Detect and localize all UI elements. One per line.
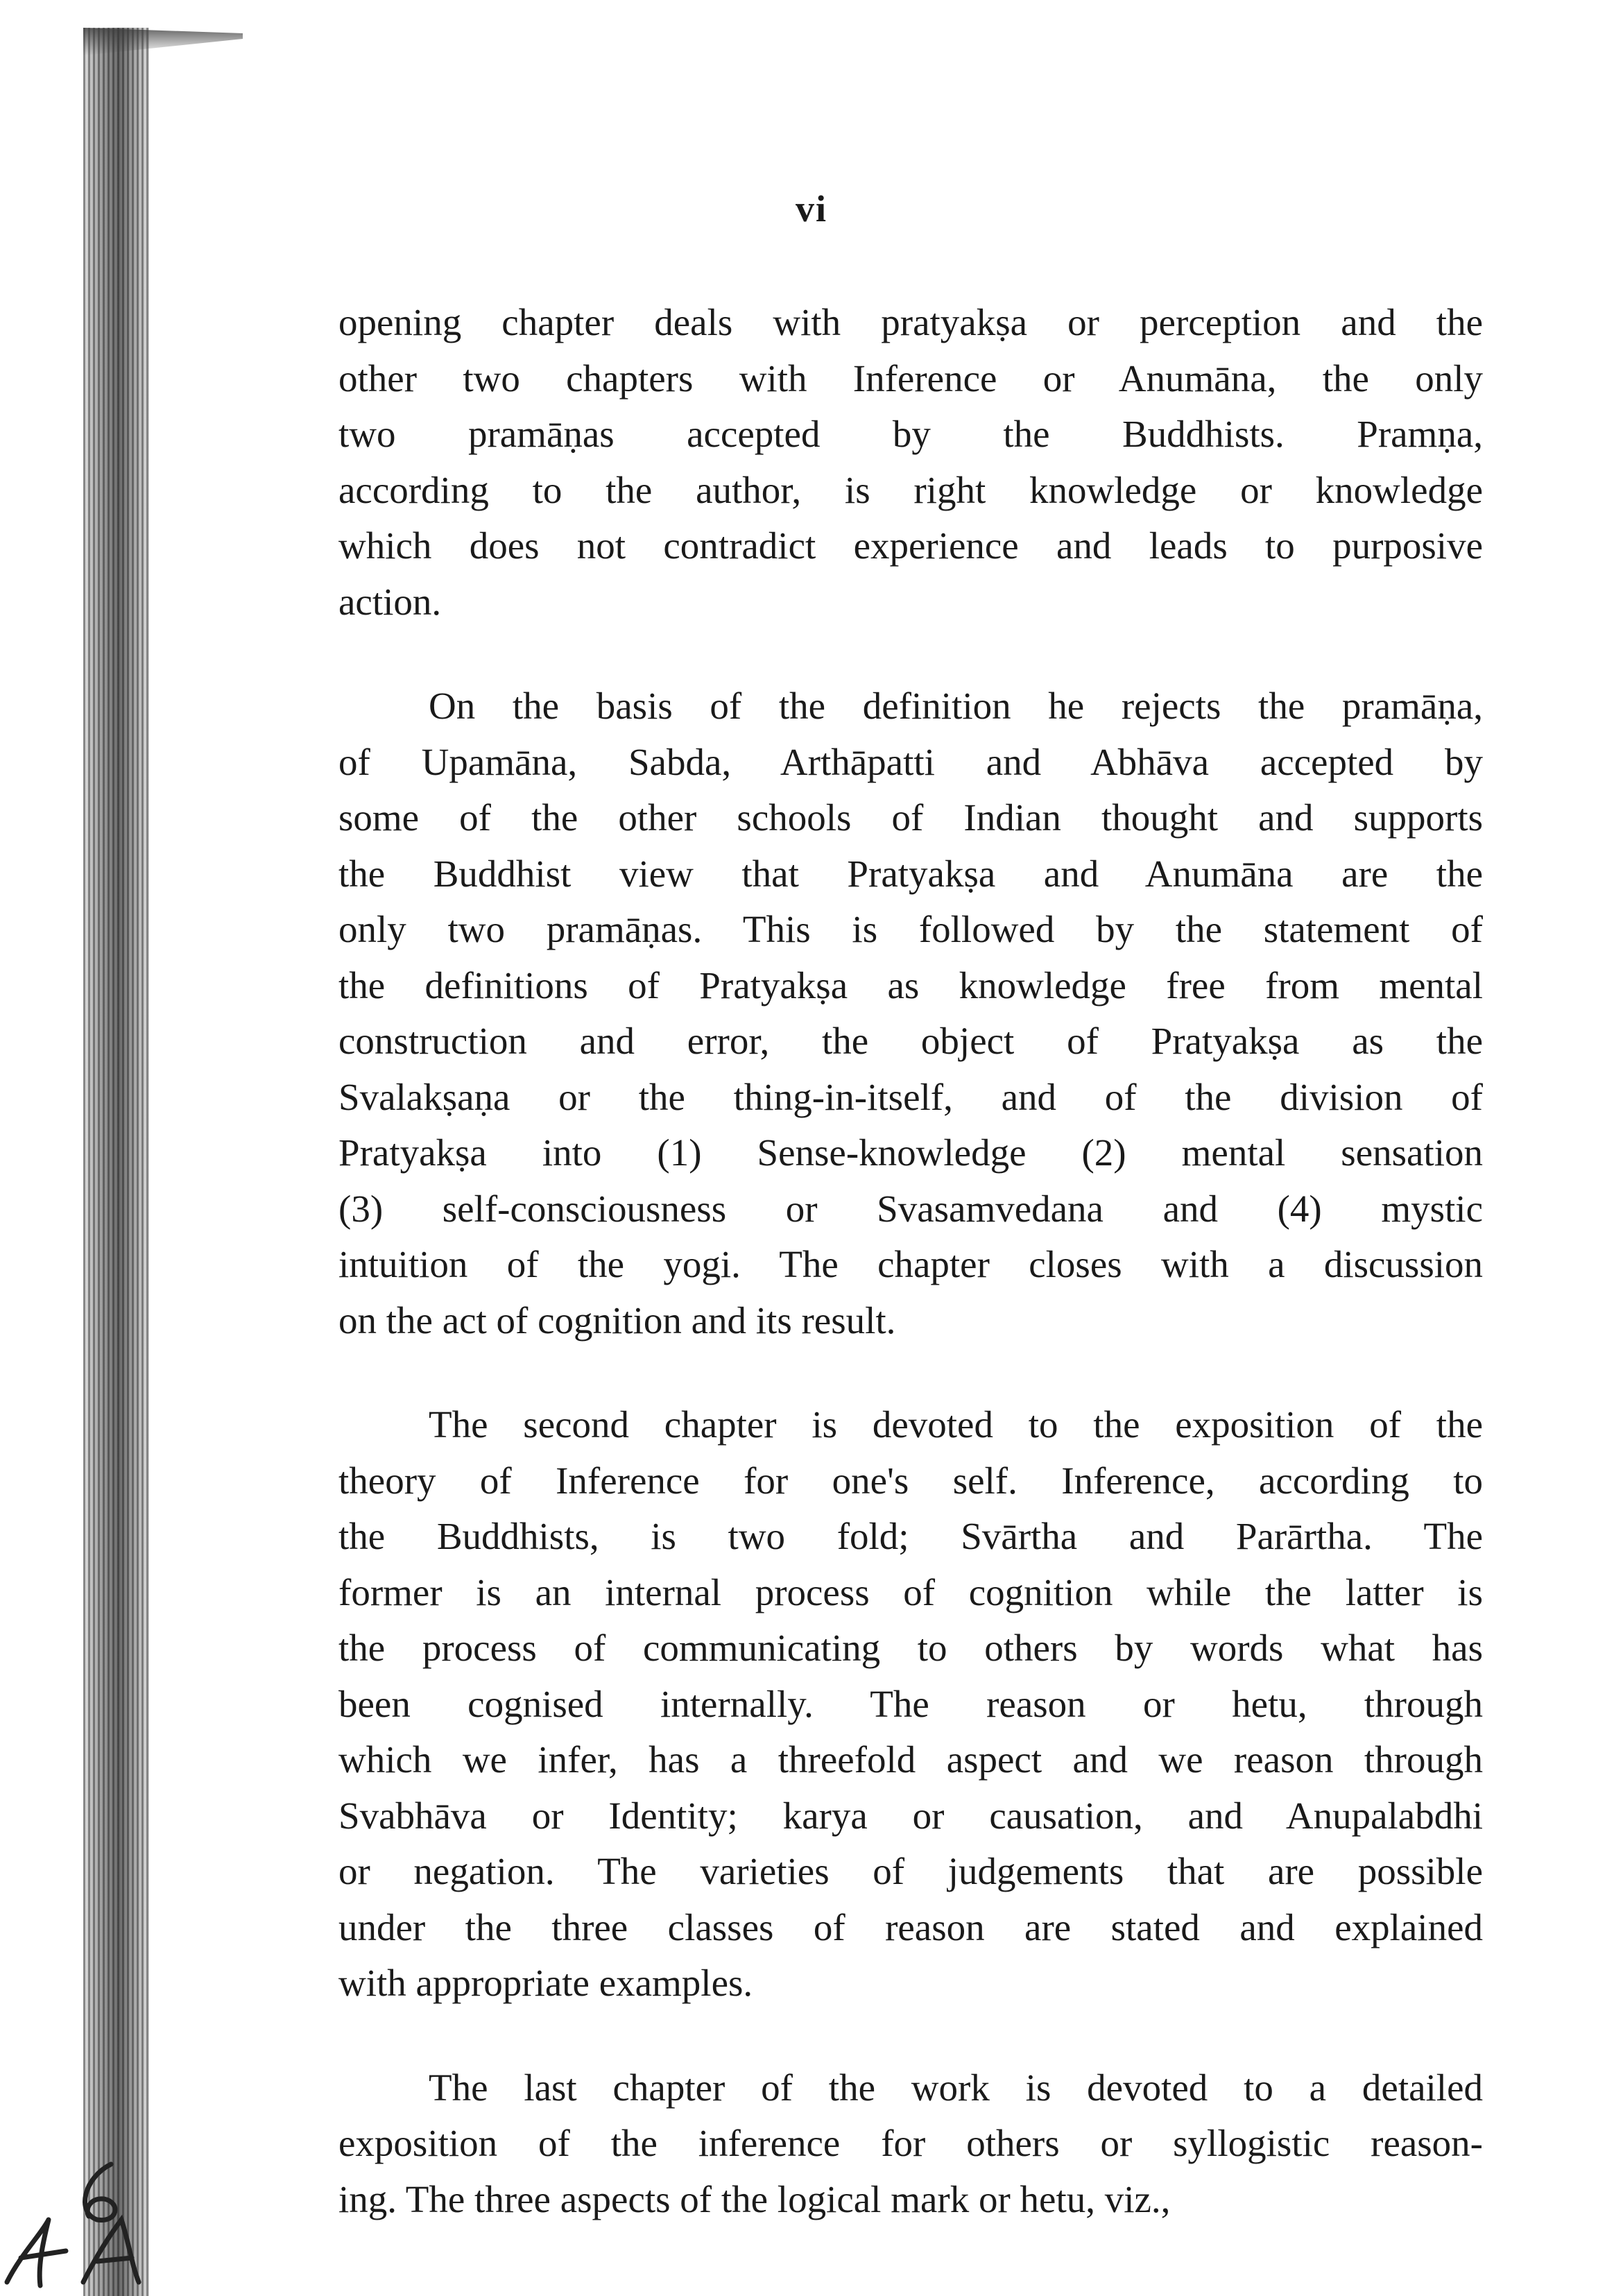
text-line: construction and error, the object of Pratyakṣa as the	[338, 1020, 1483, 1062]
paragraph-2	[338, 678, 1483, 1348]
text-line: some of the other schools of Indian thought and supports	[338, 796, 1483, 839]
paragraph-gap	[338, 2012, 1483, 2060]
text-line: according to the author, is right knowledge or knowledge	[338, 468, 1483, 511]
handwritten-margin-note	[0, 2136, 208, 2296]
body-text	[338, 295, 1483, 2227]
text-line: on the act of cognition and its result.	[338, 1299, 896, 1342]
text-line: under the three classes of reason are stated and explained	[338, 1905, 1483, 1948]
text-line: The last chapter of the work is devoted to a detailed	[429, 2066, 1483, 2109]
text-line: Svalakṣaṇa or the thing-in-itself, and of the division of	[338, 1075, 1483, 1118]
text-line: of Upamāna, Sabda, Arthāpatti and Abhāva accepted by	[338, 740, 1483, 783]
text-line: the Buddhists, is two fold; Svārtha and Parārtha. The	[338, 1515, 1483, 1557]
text-line: with appropriate examples.	[338, 1962, 753, 2004]
text-line: intuition of the yogi. The chapter closes with a discussion	[338, 1243, 1483, 1285]
text-line: the process of communicating to others by words what has	[338, 1627, 1483, 1669]
text-line: the definitions of Pratyakṣa as knowledge free from mental	[338, 963, 1483, 1006]
paragraph-gap	[338, 1348, 1483, 1397]
text-line: On the basis of the definition he rejects the pramāṇa,	[429, 685, 1483, 727]
text-line: Pratyakṣa into (1) Sense-knowledge (2) mental sensation	[338, 1131, 1483, 1174]
text-line: been cognised internally. The reason or hetu, through	[338, 1682, 1483, 1725]
text-line: ing. The three aspects of the logical mark or hetu, viz.,	[338, 2177, 1171, 2220]
paragraph-4	[338, 2060, 1483, 2228]
text-line: Svabhāva or Identity; karya or causation, and Anupalabdhi	[338, 1794, 1483, 1837]
paragraph-gap	[338, 630, 1483, 678]
text-line: the Buddhist view that Pratyakṣa and Anumāna are the	[338, 852, 1483, 895]
text-line: action.	[338, 580, 442, 623]
text-line: (3) self-consciousness or Svasamvedana and (4) mystic	[338, 1187, 1483, 1230]
paragraph-3	[338, 1397, 1483, 2012]
text-line: other two chapters with Inference or Anumāna, the only	[338, 357, 1483, 400]
text-line: two pramāṇas accepted by the Buddhists. Pramṇa,	[338, 413, 1483, 455]
text-line: theory of Inference for one's self. Inference, according to	[338, 1459, 1483, 1502]
text-line: which we infer, has a threefold aspect and we reason through	[338, 1738, 1483, 1781]
binding-shadow	[83, 28, 149, 2296]
text-line: The second chapter is devoted to the exposition of the	[429, 1403, 1483, 1446]
text-line: or negation. The varieties of judgements that are possible	[338, 1850, 1483, 1892]
text-line: former is an internal process of cognition while the latter is	[338, 1570, 1483, 1613]
page-number: vi	[795, 188, 827, 230]
text-line: exposition of the inference for others or syllogistic reason-	[338, 2122, 1483, 2164]
text-line: which does not contradict experience and leads to purposive	[338, 524, 1483, 567]
paragraph-1	[338, 295, 1483, 630]
text-line: opening chapter deals with pratyakṣa or perception and the	[338, 301, 1483, 343]
text-line: only two pramāṇas. This is followed by the statement of	[338, 908, 1483, 950]
binding-shadow-top	[83, 28, 243, 55]
